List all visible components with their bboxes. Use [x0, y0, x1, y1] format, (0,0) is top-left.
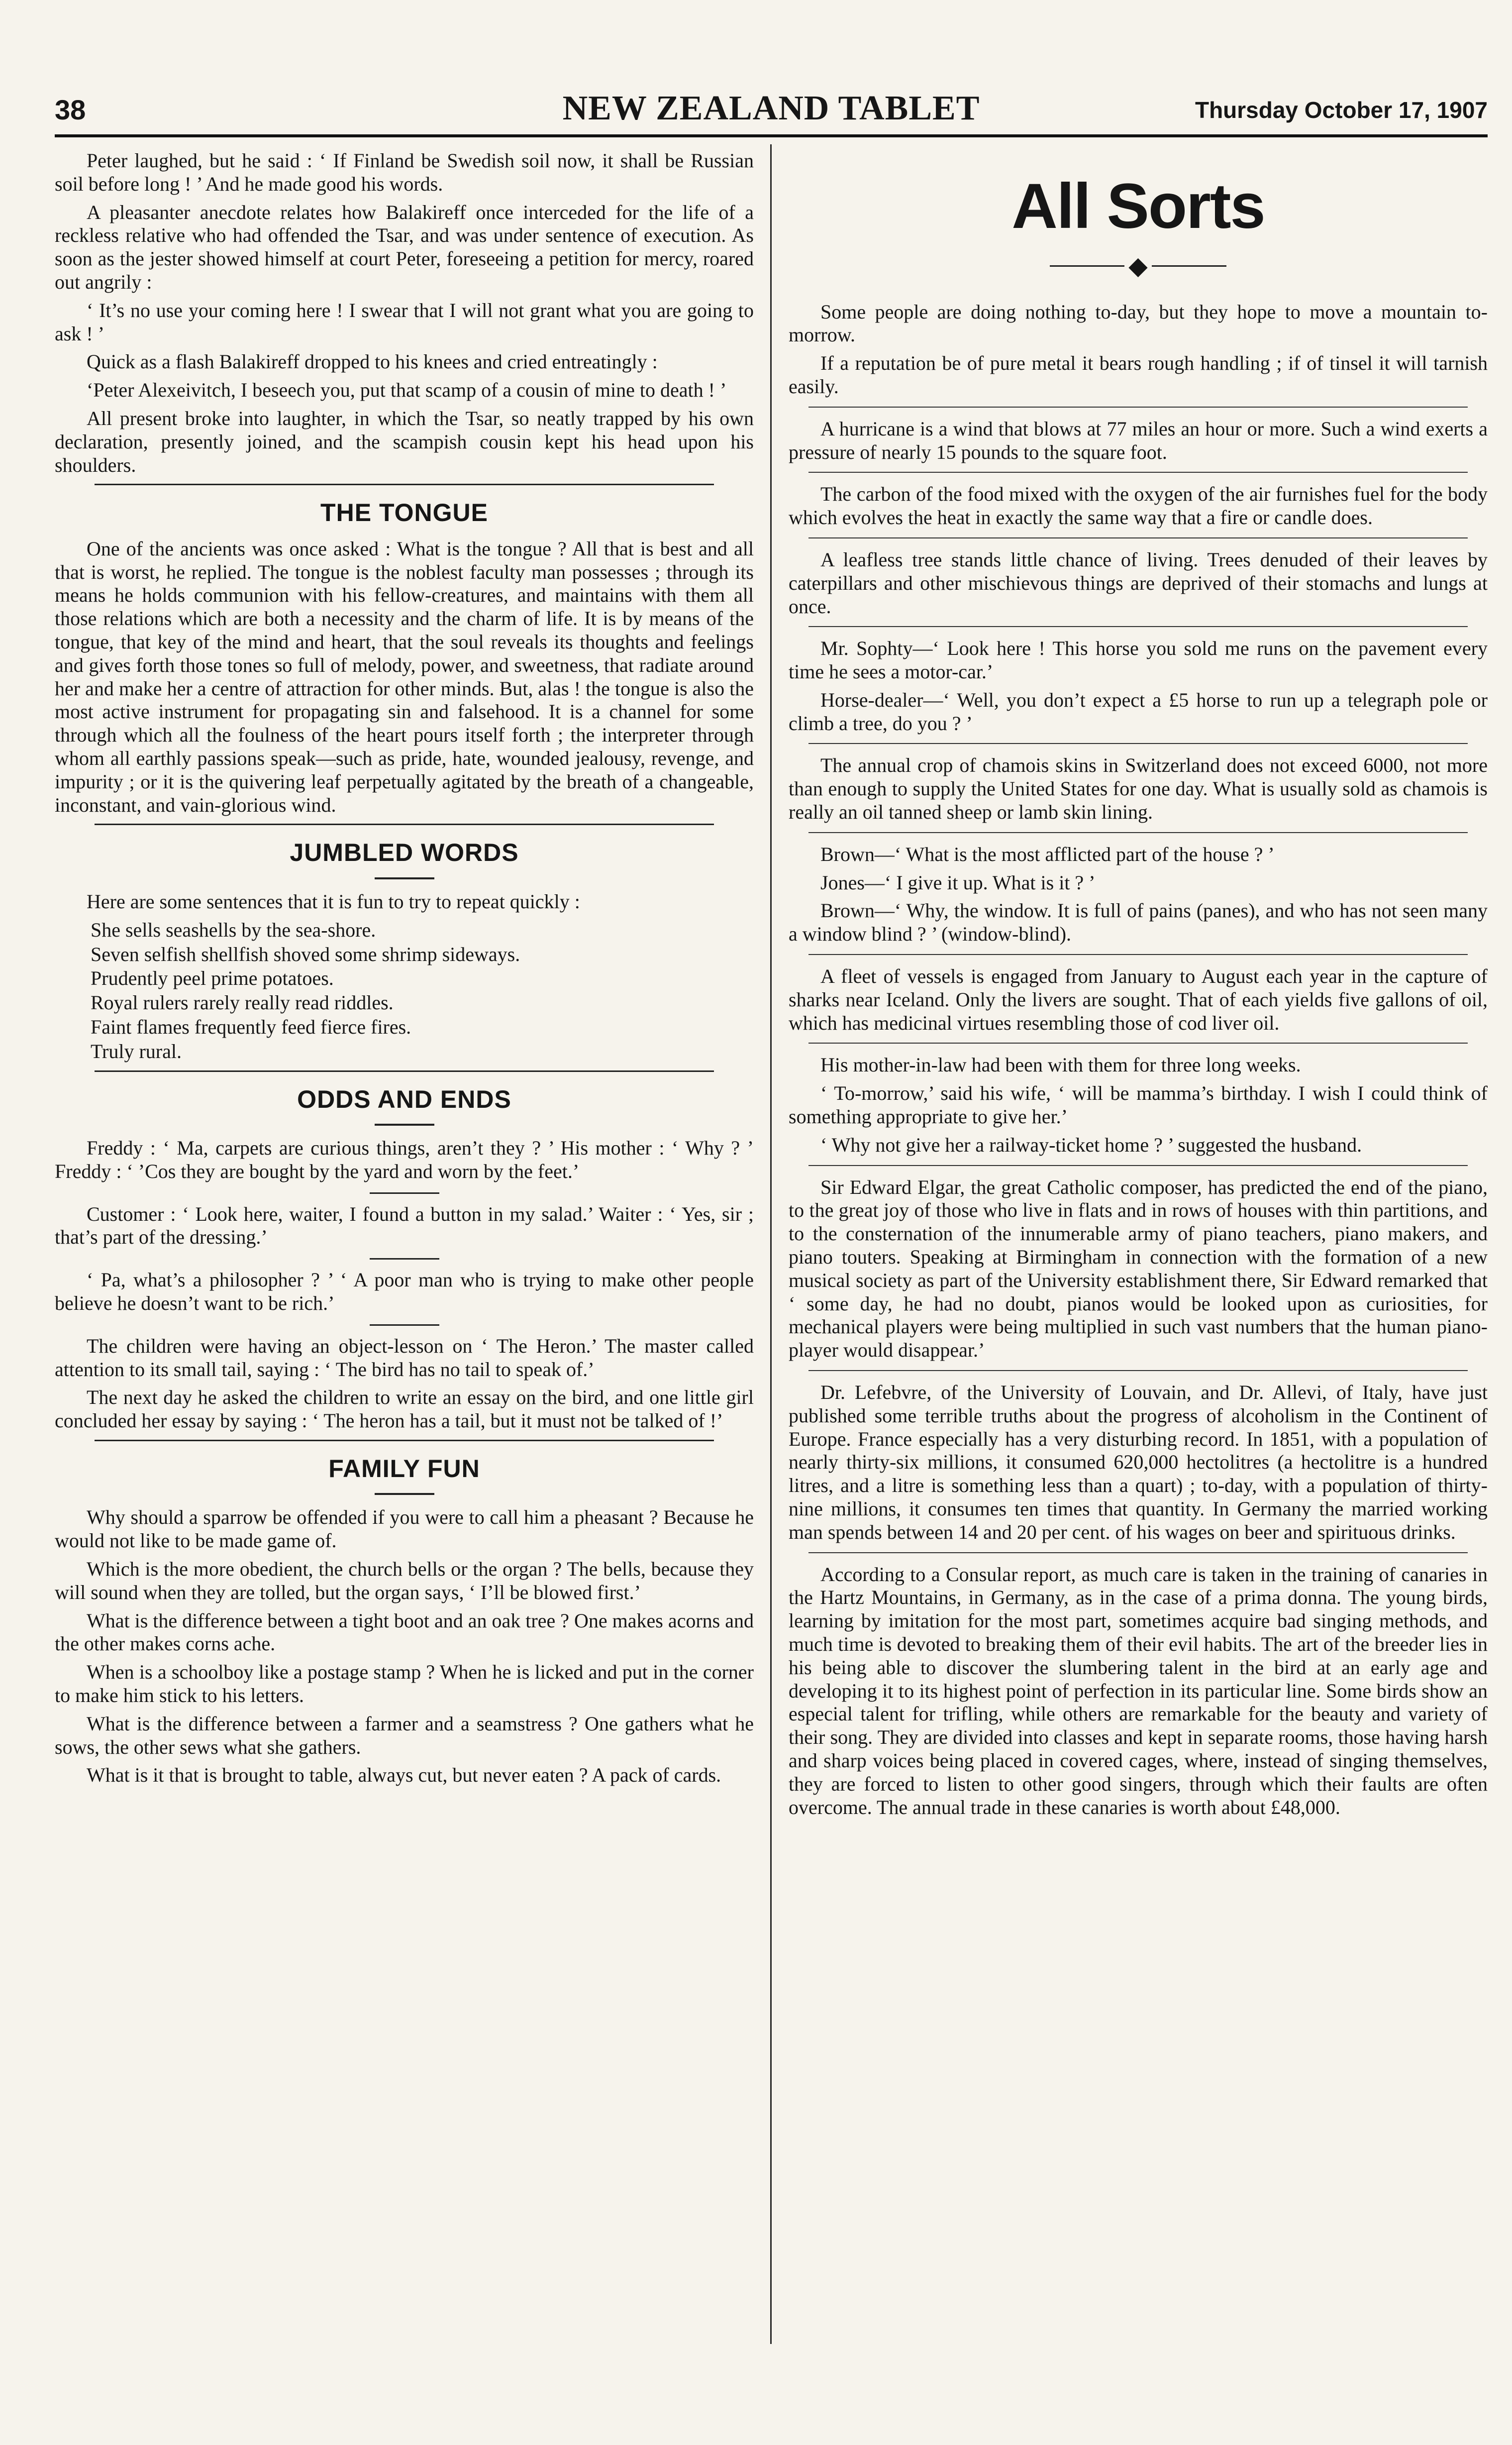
- odds-item: Customer : ‘ Look here, waiter, I found a button in my salad.’ Waiter : ‘ Yes, sir ; that’s part of the dressing.’: [55, 1202, 754, 1249]
- paragraph: Jones—‘ I give it up. What is it ? ’: [820, 871, 1096, 894]
- paragraph-separator: [808, 1165, 1468, 1166]
- section-rule: [95, 484, 714, 485]
- section-rule: [95, 1070, 714, 1072]
- riddle-item: What is it that is brought to table, always cut, but never eaten ? A pack of cards.: [87, 1764, 721, 1787]
- heading-underline: [375, 1124, 434, 1126]
- paragraph-separator: [808, 832, 1468, 833]
- paragraph-separator: [808, 1043, 1468, 1044]
- paragraph: A fleet of vessels is engaged from January to August each year in the capture of sharks near Iceland. Only the livers are sought. That of each yields five gallons of oil, which has medicinal virtues resembling those of cod liver oil.: [789, 965, 1488, 1034]
- diamond-ornament-icon: ◆: [1128, 252, 1148, 280]
- title-ornament: [789, 249, 1488, 281]
- riddle-item: Why should a sparrow be offended if you were to call him a pheasant ? Because he would not like to be made game of.: [55, 1506, 754, 1552]
- paragraph: Some people are doing nothing to-day, but they hope to move a mountain to-morrow.: [789, 300, 1488, 346]
- heading-underline: [375, 1493, 434, 1495]
- paragraph-separator: [808, 954, 1468, 955]
- section-rule: [95, 824, 714, 825]
- heading-underline: [375, 877, 434, 879]
- family-fun-heading: FAMILY FUN: [328, 1454, 480, 1483]
- paragraph: Dr. Lefebvre, of the University of Louvain, and Dr. Allevi, of Italy, have just published some terrible truths about the progress of alcoholism in the Continent of Europe. France especially has a very disturbing record. In 1851, with a population of nearly thirty-six millions, it consumed 620,000 hectolitres (a hectolitre is a hundred litres, and a litre is something less than a quart) ; to-day, with a population of thirty-nine millions, it consumes ten times that quantity. In Germany the married working man spends between 14 and 20 per cent. of his wages on beer and spirituous drinks.: [789, 1381, 1488, 1543]
- paragraph: According to a Consular report, as much care is taken in the training of canaries in the Hartz Mountains, in Germany, as in the case of a prima donna. The young birds, learning by imitation for the most part, sometimes acquire bad singing methods, and much time is devoted to breaking them of their evil habits. The art of the breeder lies in his being able to discover the slumbering talent in the bird at an early age and developing it to its highest point of perfection in its particular line. Some birds show an especial talent for trifling, while others are remarkable for the beauty and variety of their song. They are divided into classes and kept in separate rooms, those having harsh and sharp voices being placed in covered cages, where, instead of singing themselves, they are forced to listen to other good singers, through which their faults are often overcome. The annual trade in these canaries is worth about £48,000.: [789, 1563, 1488, 1818]
- intro-paragraph: ‘ It’s no use your coming here ! I swear that I will not grant what you are going to ask ! ’: [55, 299, 754, 345]
- odds-item: The children were having an object-lesson on ‘ The Heron.’ The master called attention to its small tail, saying : ‘ The bird has no tail to speak of.’: [55, 1334, 754, 1381]
- paragraph: A leafless tree stands little chance of living. Trees denuded of their leaves by caterpillars and other mischievous things are deprived of their stomachs and lungs at once.: [789, 548, 1488, 618]
- paragraph: His mother-in-law had been with them for three long weeks.: [820, 1054, 1301, 1076]
- odds-item: The next day he asked the children to write an essay on the bird, and one little girl concluded her essay by saying : ‘ The heron has a tail, but it must not be talked of !’: [55, 1386, 754, 1432]
- jumbled-words-heading: JUMBLED WORDS: [290, 839, 519, 867]
- odds-item: Freddy : ‘ Ma, carpets are curious things, aren’t they ? ’ His mother : ‘ Why ? ’ Freddy : ‘ ’Cos they are bought by the yard and worn by the feet.’: [55, 1137, 754, 1182]
- paragraph: A hurricane is a wind that blows at 77 miles an hour or more. Such a wind exerts a pressure of nearly 15 pounds to the square foot.: [789, 417, 1488, 463]
- riddle-item: What is the difference between a tight boot and an oak tree ? One makes acorns and the other makes corns ache.: [55, 1609, 754, 1655]
- riddle-item: What is the difference between a farmer and a seamstress ? One gathers what he sows, the other sews what she gathers.: [55, 1712, 754, 1758]
- item-separator: [370, 1258, 439, 1260]
- intro-paragraph: Quick as a flash Balakireff dropped to his knees and cried entreatingly :: [87, 350, 658, 373]
- paragraph: Brown—‘ Why, the window. It is full of pains (panes), and who has not seen many a window blind ? ’ (window-blind).: [789, 899, 1488, 946]
- riddle-item: When is a schoolboy like a postage stamp ? When he is licked and put in the corner to make him stick to his letters.: [55, 1661, 754, 1707]
- paragraph: Mr. Sophty—‘ Look here ! This horse you sold me runs on the pavement every time he sees a motor-car.’: [789, 637, 1488, 683]
- page-number: 38: [55, 94, 86, 125]
- intro-paragraph: ‘Peter Alexeivitch, I beseech you, put that scamp of a cousin of mine to death ! ’: [87, 379, 727, 402]
- newspaper-title: NEW ZEALAND TABLET: [562, 89, 980, 127]
- paragraph-separator: [808, 743, 1468, 744]
- section-rule: [95, 1440, 714, 1441]
- paragraph-separator: [808, 407, 1468, 408]
- tongue-paragraph: One of the ancients was once asked : What is the tongue ? All that is best and all that is worst, he replied. The tongue is the noblest faculty man possesses ; through its means he holds communion with his fellow-creatures, and maintains with them all those relations which are both a necessity and the charm of life. It is by means of the tongue, that key of the mind and heart, that the soul reveals its thoughts and feelings and gives forth those tones so full of melody, power, and sweetness, that radiate around her and make her a centre of attraction for other minds. But, alas ! the tongue is also the most active instrument for propagating sin and falsehood. It is a channel for some through which all the foulness of the heart pours itself forth ; the interpreter through whom all earthly passions speak—such as pride, hate, wounded jealousy, revenge, and impurity ; or it is the quivering leaf perpetually agitated by the breath of a changeable, inconstant, and vain-glorious wind.: [55, 537, 754, 816]
- ornament-bar: [1152, 265, 1226, 267]
- ornament-bar: [1050, 265, 1124, 267]
- issue-date: Thursday October 17, 1907: [1195, 97, 1488, 123]
- tongue-twister-line: Prudently peel prime potatoes.: [91, 967, 334, 990]
- tongue-twister-line: She sells seashells by the sea-shore.: [91, 918, 376, 941]
- riddle-item: Which is the more obedient, the church bells or the organ ? The bells, because they will sound when they are tolled, but the organ says, ‘ I’ll be blowed first.’: [55, 1558, 754, 1603]
- item-separator: [370, 1324, 439, 1326]
- paragraph: The annual crop of chamois skins in Switzerland does not exceed 6000, not more than enough to supply the United States for one day. What is usually sold as chamois is really an oil tanned sheep or lamb skin lining.: [789, 754, 1488, 824]
- paragraph: ‘ Why not give her a railway-ticket home ? ’ suggested the husband.: [820, 1133, 1362, 1156]
- paragraph-separator: [808, 472, 1468, 473]
- tongue-twister-line: Truly rural.: [91, 1040, 182, 1063]
- tongue-heading: THE TONGUE: [320, 499, 488, 527]
- paragraph: Brown—‘ What is the most afflicted part of the house ? ’: [820, 843, 1275, 865]
- tongue-twister-line: Faint flames frequently feed fierce fires.: [91, 1015, 411, 1038]
- column-divider: [770, 144, 772, 2344]
- tongue-twister-line: Royal rulers rarely really read riddles.: [91, 991, 394, 1014]
- right-column: [789, 149, 1488, 2419]
- paragraph-separator: [808, 1552, 1468, 1553]
- paragraph: If a reputation be of pure metal it bears rough handling ; if of tinsel it will tarnish easily.: [789, 352, 1488, 398]
- intro-paragraph: All present broke into laughter, in which the Tsar, so neatly trapped by his own declaration, presently joined, and the scampish cousin kept his head upon his shoulders.: [55, 407, 754, 476]
- paragraph-separator: [808, 537, 1468, 538]
- odds-item: ‘ Pa, what’s a philosopher ? ’ ‘ A poor man who is trying to make other people believe he doesn’t want to be rich.’: [55, 1269, 754, 1314]
- paragraph: ‘ To-morrow,’ said his wife, ‘ will be mamma’s birthday. I wish I could think of something appropriate to give her.’: [789, 1082, 1488, 1128]
- paragraph: The carbon of the food mixed with the oxygen of the air furnishes fuel for the body which evolves the heat in exactly the same way that a fire or candle does.: [789, 483, 1488, 529]
- paragraph: Horse-dealer—‘ Well, you don’t expect a £5 horse to run up a telegraph pole or climb a tree, do you ? ’: [789, 688, 1488, 735]
- tongue-twister-line: Seven selfish shellfish shoved some shrimp sideways.: [91, 943, 520, 965]
- item-separator: [370, 1192, 439, 1194]
- left-column: [55, 149, 754, 2419]
- paragraph-separator: [808, 626, 1468, 627]
- paragraph: Sir Edward Elgar, the great Catholic composer, has predicted the end of the piano, to the great joy of those who live in flats and in rows of houses with thin partitions, and to the consternation of the innumerable army of piano teachers, piano makers, and piano touters. Speaking at Birmingham in connection with the formation of a new musical society as part of the University establishment there, Sir Edward remarked that ‘ some day, he had no doubt, pianos would be looked upon as curiosities, for mechanical players were being multiplied in such vast numbers that the human piano-player would disappear.’: [789, 1175, 1488, 1362]
- masthead: [55, 89, 1488, 137]
- odds-and-ends-heading: ODDS AND ENDS: [297, 1085, 511, 1113]
- jumbled-intro: Here are some sentences that it is fun to try to repeat quickly :: [87, 890, 580, 913]
- intro-paragraph: A pleasanter anecdote relates how Balakireff once interceded for the life of a reckless relative who had offended the Tsar, and was under sentence of execution. As soon as the jester showed himself at court Peter, foreseeing a petition for mercy, roared out angrily :: [55, 201, 754, 293]
- intro-paragraph: Peter laughed, but he said : ‘ If Finland be Swedish soil now, it shall be Russian soil before long ! ’ And he made good his words.: [55, 149, 754, 195]
- all-sorts-title: All Sorts: [1011, 171, 1265, 242]
- paragraph-separator: [808, 1370, 1468, 1371]
